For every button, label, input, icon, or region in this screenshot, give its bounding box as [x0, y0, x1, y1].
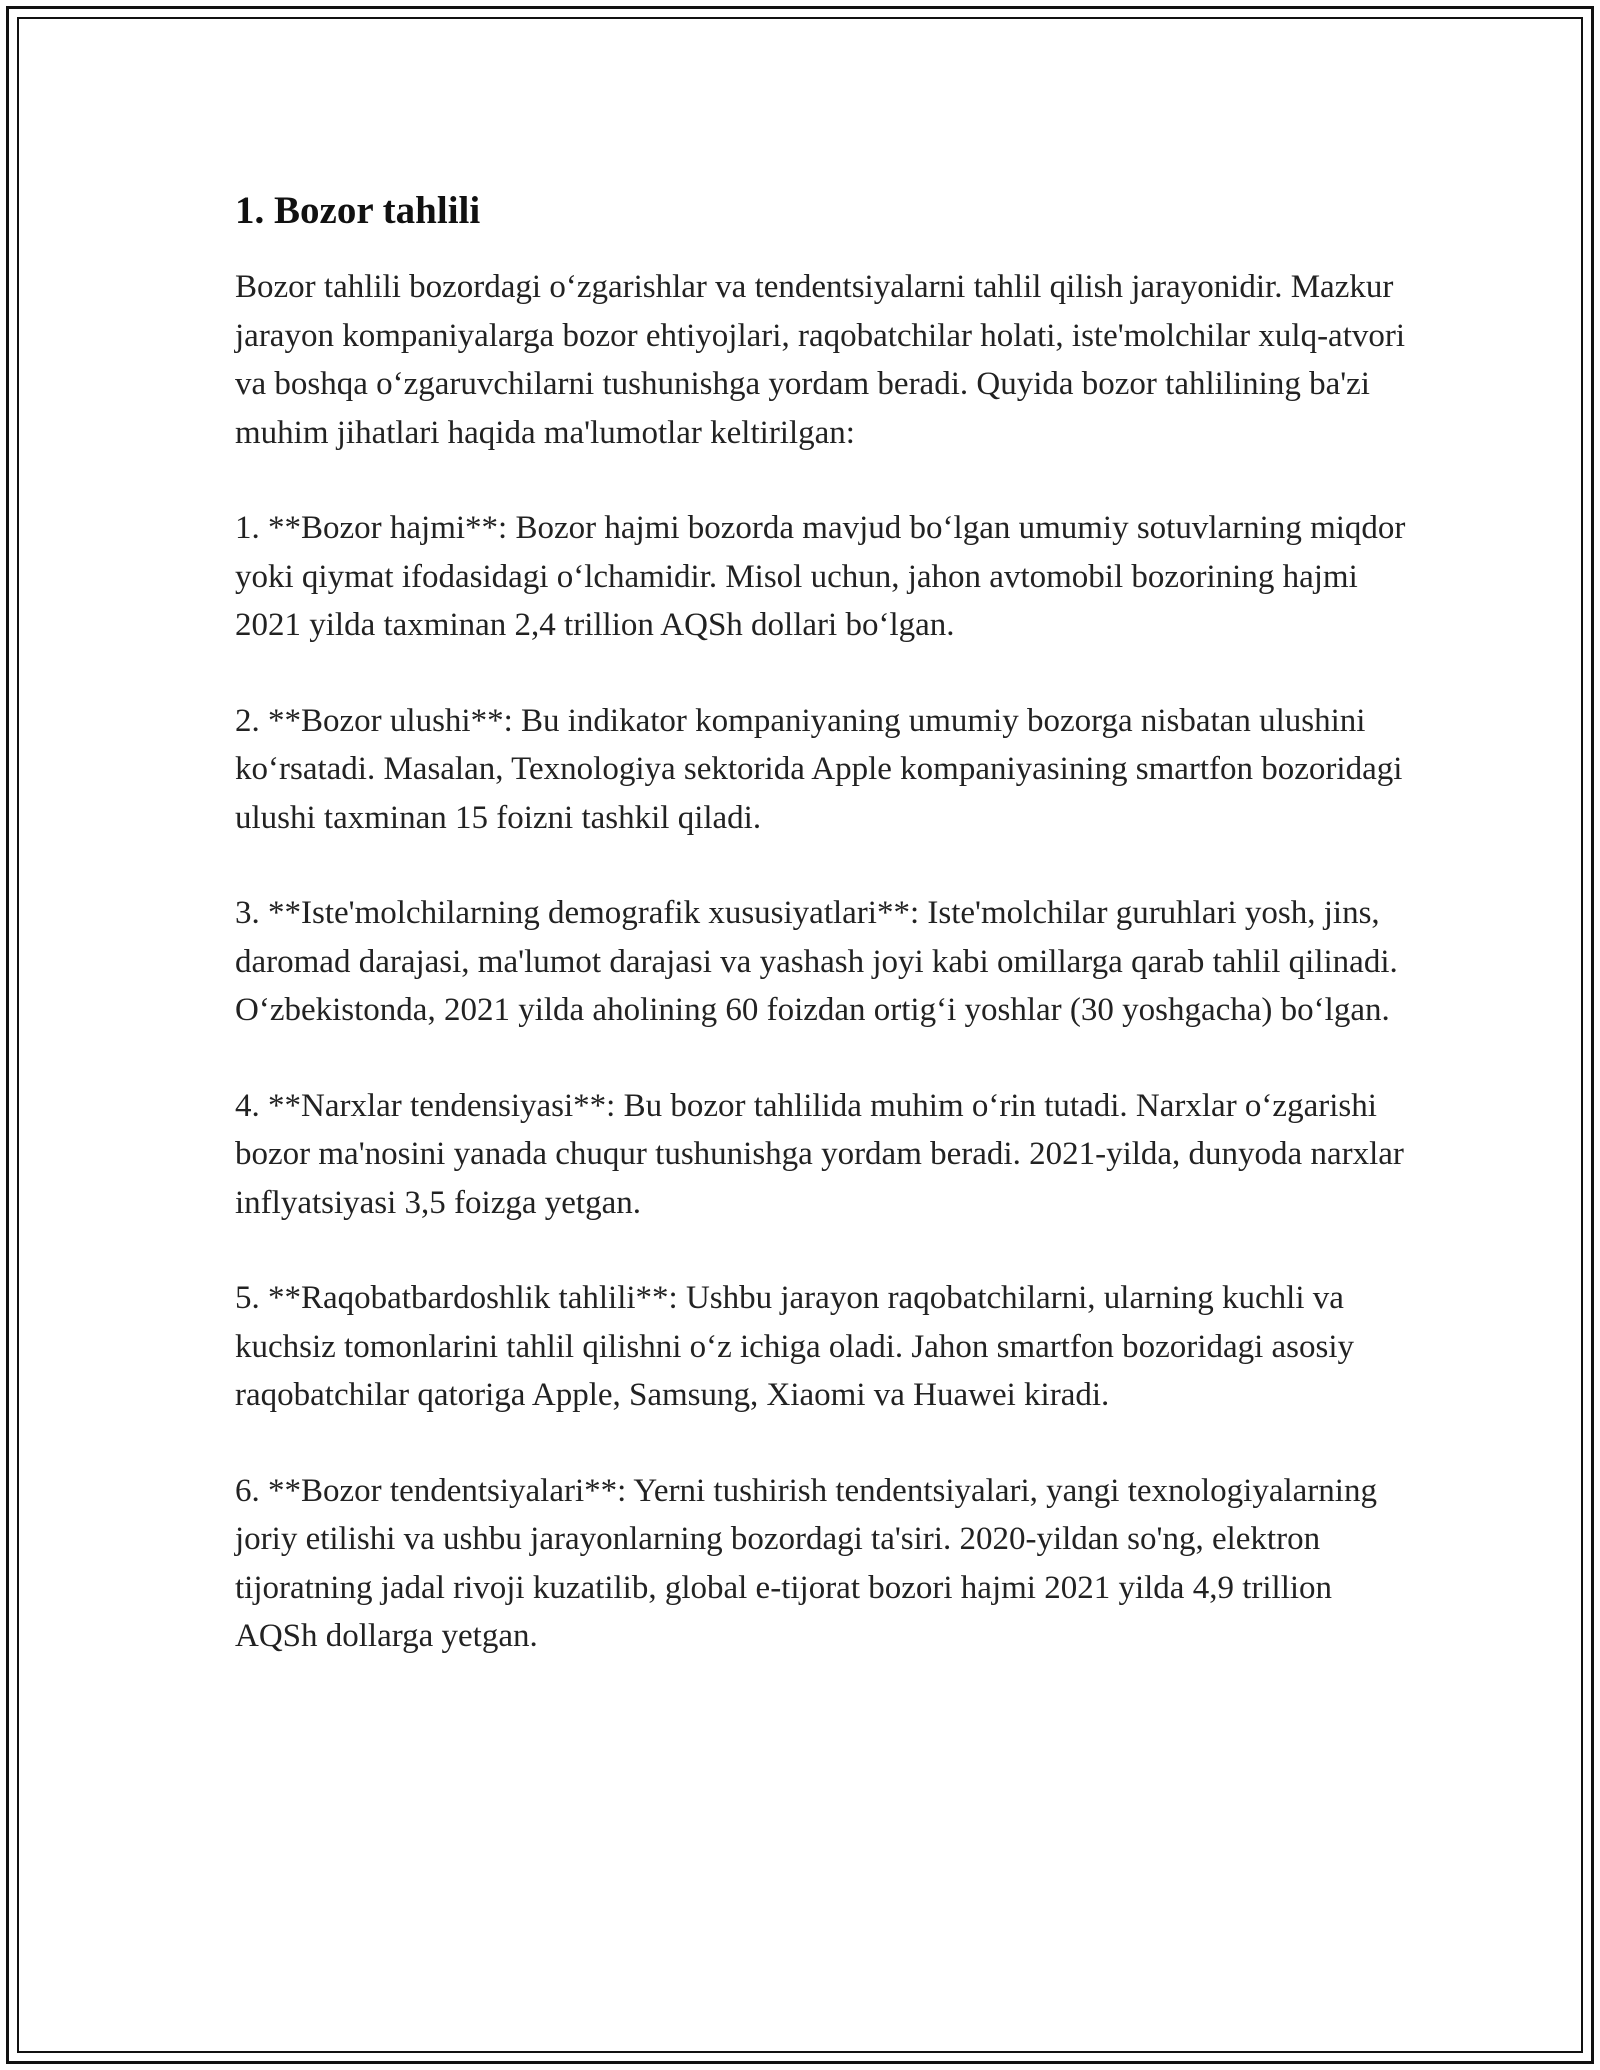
intro-paragraph: Bozor tahlili bozordagi o‘zgarishlar va tendentsiyalarni tahlil qilish jarayonidir. Mazkur jarayon kompaniyalarga bozor ehtiyojlari, raqobatchilar holati, iste'molchilar xulq-atvori va boshqa o‘zgaruvchilarni tushunishga yordam beradi. Quyida bozor tahlilining ba'zi muhim jihatlari haqida ma'lumotlar keltirilgan: [235, 269, 1406, 451]
document-title: 1. Bozor tahlili [235, 189, 481, 232]
list-item-competition: 5. **Raqobatbardoshlik tahlili**: Ushbu jarayon raqobatchilarni, ularning kuchli va kuchsiz tomonlarini tahlil qilishni o‘z ichiga oladi. Jahon smartfon bozoridagi asosiy raqobatchilar qatoriga Apple, Samsung, Xiaomi va Huawei kiradi. [235, 1280, 1355, 1413]
list-item-market-trends: 6. **Bozor tendentsiyalari**: Yerni tushirish tendentsiyalari, yangi texnologiyalarning joriy etilishi va ushbu jarayonlarning bozordagi ta'siri. 2020-yildan so'ng, elektron tijoratning jadal rivoji kuzatilib, global e-tijorat bozori hajmi 2021 yilda 4,9 trillion AQSh dollarga yetgan. [235, 1472, 1377, 1654]
list-item-price-trends: 4. **Narxlar tendensiyasi**: Bu bozor tahlilida muhim o‘rin tutadi. Narxlar o‘zgarishi bozor ma'nosini yanada chuqur tushunishga yordam beradi. 2021-yilda, dunyoda narxlar inflyatsiyasi 3,5 foizga yetgan. [235, 1087, 1404, 1221]
list-item-market-share: 2. **Bozor ulushi**: Bu indikator kompaniyaning umumiy bozorga nisbatan ulushini ko‘rsatadi. Masalan, Texnologiya sektorida Apple kompaniyasining smartfon bozoridagi ulushi taxminan 15 foizni tashkil qiladi. [235, 702, 1403, 836]
document-body [235, 185, 1415, 1708]
list-item-market-size: 1. **Bozor hajmi**: Bozor hajmi bozorda mavjud bo‘lgan umumiy sotuvlarning miqdor yoki qiymat ifodasidagi o‘lchamidir. Misol uchun, jahon avtomobil bozorining hajmi 2021 yilda taxminan 2,4 trillion AQSh dollari bo‘lgan. [235, 510, 1406, 643]
list-item-demographics: 3. **Iste'molchilarning demografik xususiyatlari**: Iste'molchilar guruhlari yosh, jins, daromad darajasi, ma'lumot darajasi va yashash joyi kabi omillarga qarab tahlil qilinadi. O‘zbekistonda, 2021 yilda aholining 60 foizdan ortig‘i yoshlar (30 yoshgacha) bo‘lgan. [235, 895, 1398, 1028]
